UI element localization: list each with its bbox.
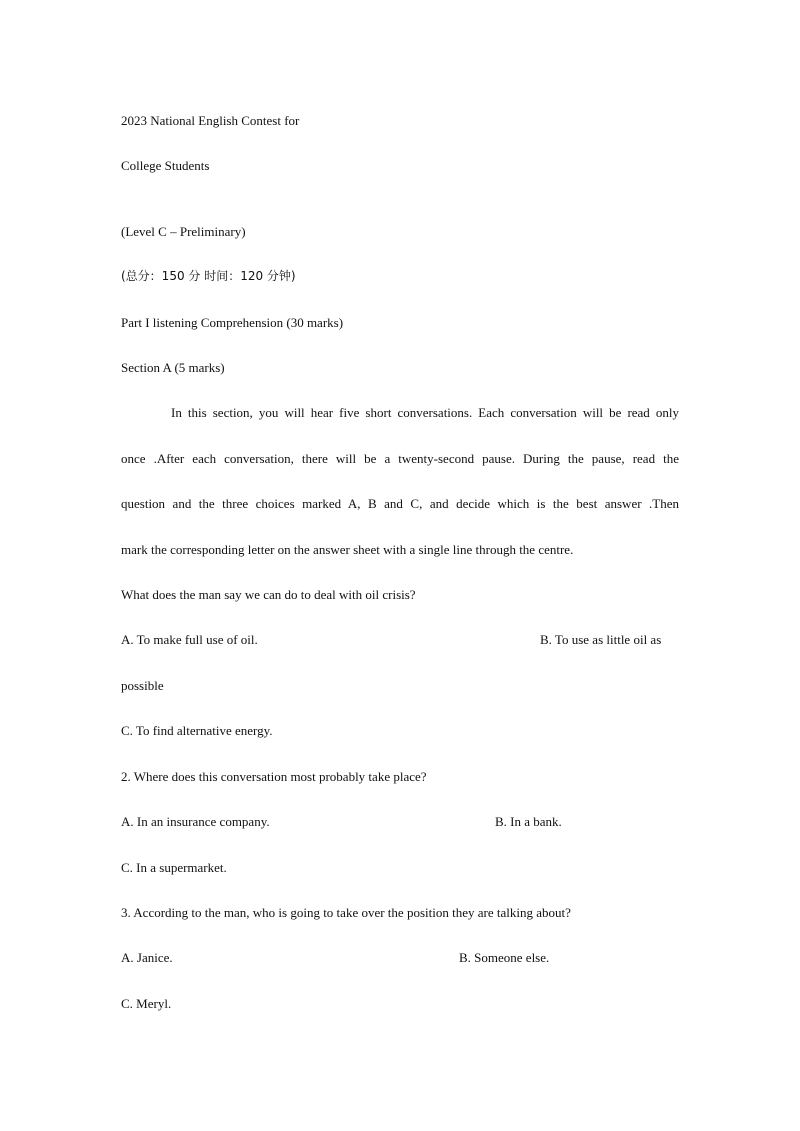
question-2-option-a: A. In an insurance company.	[121, 814, 270, 829]
question-1-text: What does the man say we can do to deal with oil crisis?	[121, 587, 416, 602]
title-line-1: 2023 National English Contest for	[121, 113, 300, 128]
question-2-option-b: B. In a bank.	[495, 814, 562, 829]
instructions-line-2: once .After each conversation, there will be a twenty-second pause. During the pause, read the	[121, 451, 679, 466]
question-2-option-c: C. In a supermarket.	[121, 860, 227, 875]
section-title: Section A (5 marks)	[121, 360, 225, 375]
question-2-text: 2. Where does this conversation most probably take place?	[121, 769, 427, 784]
question-3-text: 3. According to the man, who is going to take over the position they are talking about?	[121, 905, 571, 920]
score-time-line: (总分：150 分 时间：120 分钟)	[121, 269, 296, 283]
instructions-line-3: question and the three choices marked A, B and C, and decide which is the best answer .Then	[121, 496, 679, 511]
instructions-line-4: mark the corresponding letter on the answer sheet with a single line through the centre.	[121, 542, 574, 557]
question-1-option-a: A. To make full use of oil.	[121, 632, 258, 647]
question-3-option-c: C. Meryl.	[121, 996, 172, 1011]
question-1-option-b-continued: possible	[121, 678, 164, 693]
instructions-line-1: In this section, you will hear five short conversations. Each conversation will be read only	[171, 405, 679, 420]
question-1-option-c: C. To find alternative energy.	[121, 723, 273, 738]
question-3-option-b: B. Someone else.	[459, 950, 550, 965]
title-line-2: College Students	[121, 158, 210, 173]
level-line: (Level C – Preliminary)	[121, 224, 246, 239]
question-3-option-a: A. Janice.	[121, 950, 173, 965]
part-title: Part I listening Comprehension (30 marks)	[121, 315, 344, 330]
question-1-option-b: B. To use as little oil as	[540, 632, 662, 647]
